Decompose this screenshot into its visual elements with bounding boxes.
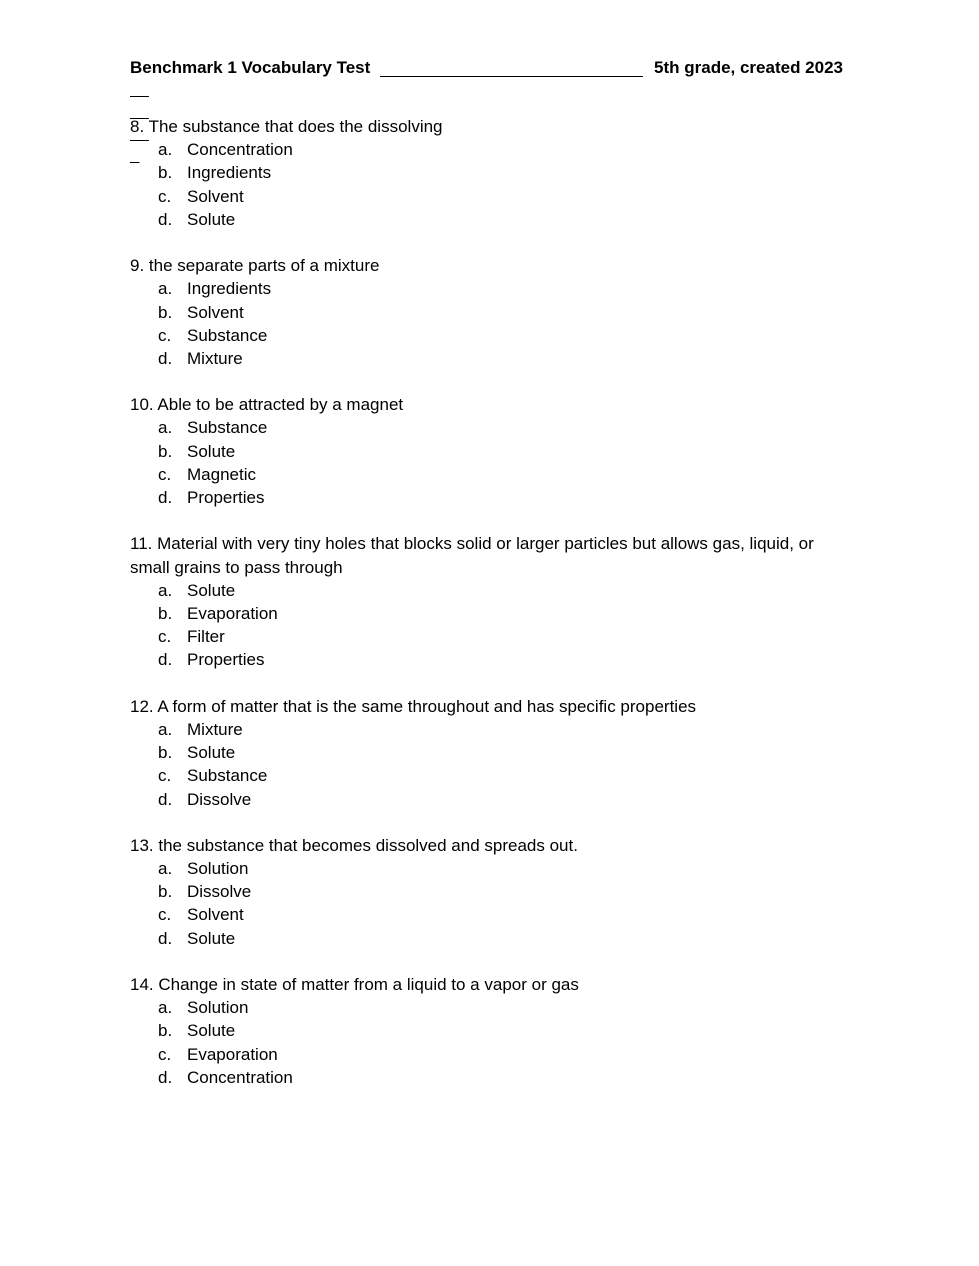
option-label: Evaporation [187,604,278,624]
option-letter: d. [158,209,173,229]
question [130,695,843,811]
answer-option [130,1019,843,1042]
option-letter: d. [158,928,173,948]
answer-option [130,996,843,1019]
option-label: Solution [187,998,249,1018]
option-letter: a. [158,140,173,160]
option-label: Substance [187,766,268,786]
header-underline [380,76,643,77]
option-label: Solute [187,743,236,763]
option-label: Filter [187,627,225,647]
option-label: Solute [187,1021,236,1041]
option-letter: a. [158,279,173,299]
answer-option [130,625,843,648]
answer-option [130,718,843,741]
answer-option [130,440,843,463]
answer-option [130,880,843,903]
answer-option [130,416,843,439]
option-label: Ingredients [187,279,272,299]
option-label: Dissolve [187,789,252,809]
option-letter: c. [158,1044,172,1064]
answer-option [130,347,843,370]
answer-option [130,1043,843,1066]
answer-option [130,324,843,347]
option-letter: c. [158,464,172,484]
answer-option [130,486,843,509]
answer-options [130,857,843,950]
option-letter: c. [158,905,172,925]
option-letter: b. [158,604,173,624]
option-letter: b. [158,302,173,322]
option-label: Solvent [187,905,244,925]
test-title: Benchmark 1 Vocabulary Test [130,58,371,77]
option-letter: a. [158,719,173,739]
option-letter: b. [158,743,173,763]
option-letter: b. [158,441,173,461]
option-letter: d. [158,1067,173,1087]
option-letter: c. [158,627,172,647]
question [130,115,843,231]
answer-option [130,903,843,926]
question-text: 13. the substance that becomes dissolved and spreads out. [130,835,578,855]
answer-option [130,1066,843,1089]
option-label: Properties [187,488,265,508]
answer-option [130,208,843,231]
option-label: Solute [187,209,236,229]
answer-option [130,301,843,324]
answer-options [130,416,843,509]
question [130,254,843,370]
answer-option [130,648,843,671]
question-text: 10. Able to be attracted by a magnet [130,395,404,415]
answer-option [130,463,843,486]
question-list [130,115,843,1089]
option-label: Solution [187,859,249,879]
question-text: 12. A form of matter that is the same throughout and has specific properties [130,696,697,716]
option-letter: a. [158,418,173,438]
option-letter: d. [158,789,173,809]
answer-option [130,277,843,300]
option-label: Properties [187,650,265,670]
answer-options [130,718,843,811]
option-label: Solute [187,928,236,948]
option-letter: a. [158,859,173,879]
answer-option [130,741,843,764]
answer-option [130,185,843,208]
question-text: 14. Change in state of matter from a liquid to a vapor or gas [130,975,579,995]
option-letter: b. [158,163,173,183]
option-label: Mixture [187,348,243,368]
option-letter: c. [158,186,172,206]
question [130,834,843,950]
question-text: 9. the separate parts of a mixture [130,256,380,276]
answer-options [130,996,843,1089]
answer-options [130,579,843,672]
answer-option [130,579,843,602]
answer-options [130,138,843,231]
option-letter: d. [158,650,173,670]
question [130,973,843,1089]
option-label: Solute [187,580,236,600]
option-letter: b. [158,1021,173,1041]
option-letter: a. [158,580,173,600]
answer-option [130,764,843,787]
question [130,393,843,509]
option-letter: d. [158,348,173,368]
option-label: Dissolve [187,882,252,902]
option-label: Solvent [187,186,244,206]
option-letter: b. [158,882,173,902]
grade-label: 5th grade, created 2023 [654,58,843,77]
option-letter: a. [158,998,173,1018]
option-label: Ingredients [187,163,272,183]
option-label: Substance [187,325,268,345]
option-letter: c. [158,325,172,345]
option-label: Solute [187,441,236,461]
answer-option [130,788,843,811]
question-text: 11. Material with very tiny holes that blocks solid or larger particles but allows gas, liquid, or small grains to pass through [130,534,814,577]
answer-option [130,857,843,880]
option-label: Concentration [187,140,293,160]
answer-option [130,161,843,184]
question [130,532,843,671]
answer-options [130,277,843,370]
document-page [130,57,843,1112]
option-letter: c. [158,766,172,786]
option-label: Evaporation [187,1044,278,1064]
answer-option [130,138,843,161]
option-label: Concentration [187,1067,293,1087]
option-letter: d. [158,488,173,508]
option-label: Magnetic [187,464,256,484]
option-label: Solvent [187,302,244,322]
question-text: 8. The substance that does the dissolving [130,117,443,136]
page-header [130,57,843,79]
answer-option [130,927,843,950]
option-label: Mixture [187,719,243,739]
answer-option [130,602,843,625]
option-label: Substance [187,418,268,438]
